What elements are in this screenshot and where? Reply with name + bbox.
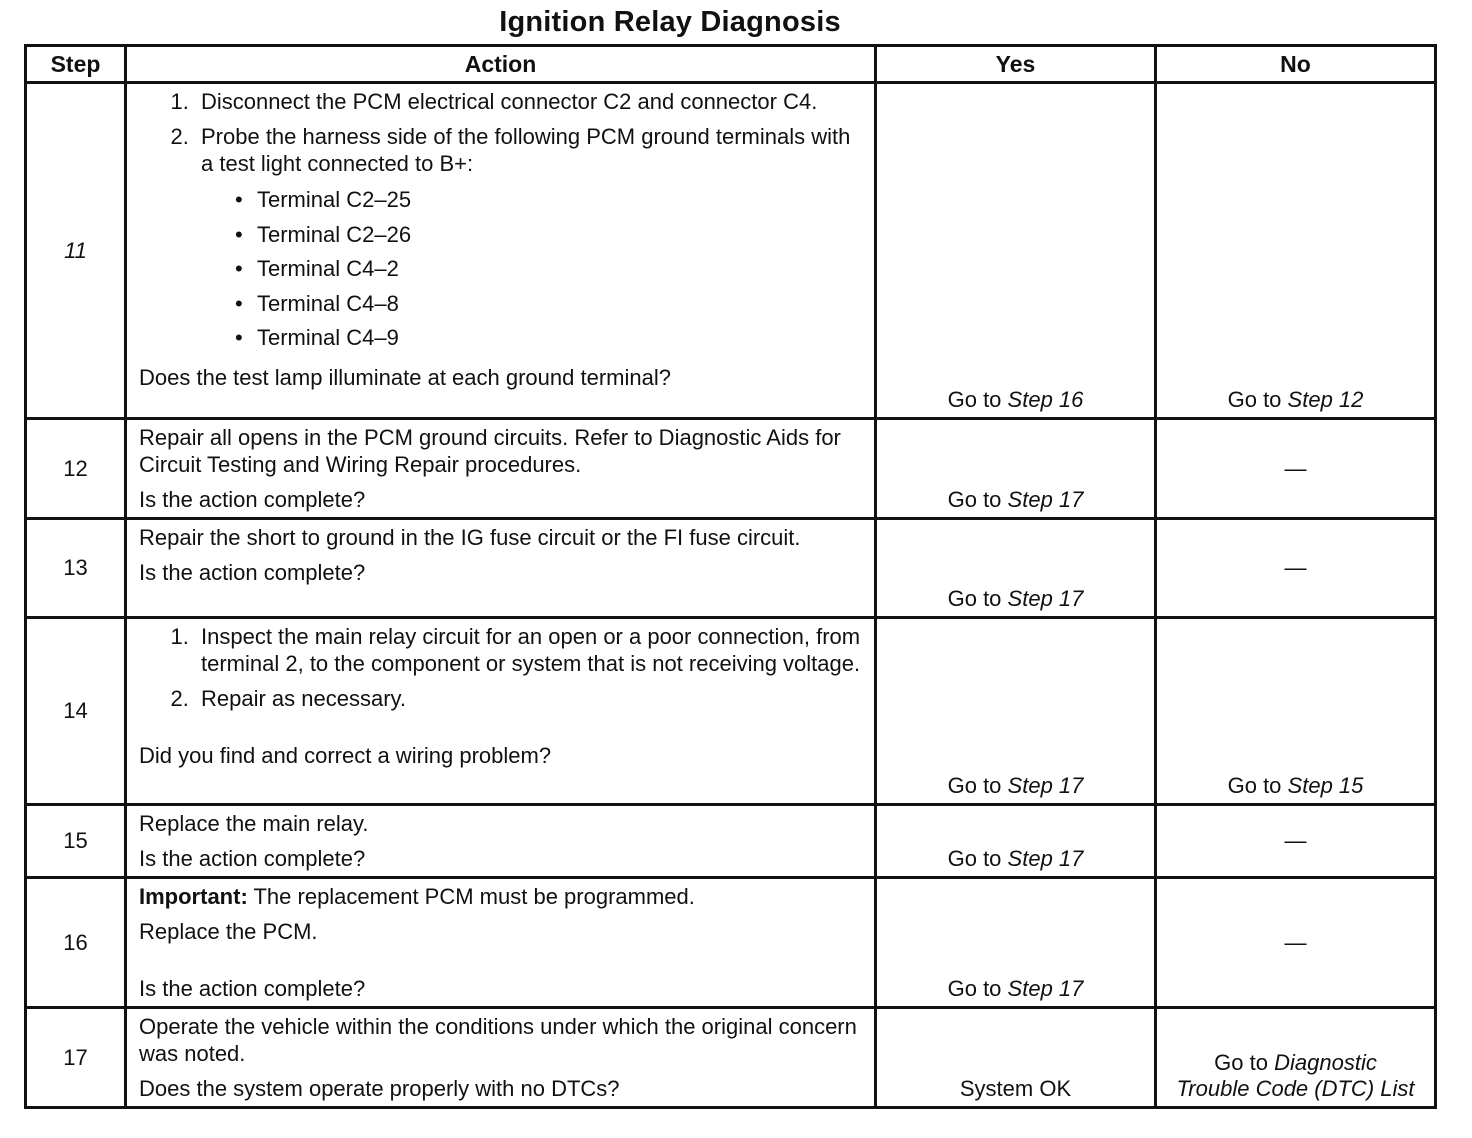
no-cell: Go to Step 12 [1156,83,1436,419]
step-number: 15 [26,805,126,878]
table-row [26,83,1436,419]
yes-cell: Go to Step 17 [876,519,1156,618]
no-cell: — [1156,878,1436,1008]
action-text: Replace the main relay. [139,811,369,836]
terminal-item: • Terminal C4–8 [235,290,399,316]
action-text: Repair the short to ground in the IG fuse circuit or the FI fuse circuit. [139,525,801,550]
action-item: 1. Inspect the main relay circuit for an open or a poor connection, from terminal 2, to the component or system that is not receiving voltage. [195,623,864,677]
yes-cell: Go to Step 17 [876,419,1156,519]
header-yes: Yes [876,46,1156,83]
yes-cell: Go to Step 17 [876,618,1156,805]
table-row [26,878,1436,1008]
action-item-text: Probe the harness side of the following PCM ground terminals with a test light connected to B+: [201,124,851,176]
action-text: Repair all opens in the PCM ground circuits. Refer to Diagnostic Aids for Circuit Testing and Wiring Repair procedures. [139,425,841,477]
header-step: Step [26,46,126,83]
yes-cell: System OK [876,1008,1156,1108]
page-title: Ignition Relay Diagnosis [499,6,841,38]
important-note: Important: The replacement PCM must be programmed. [139,884,695,909]
diagnosis-table [24,44,1437,1109]
action-question: Does the system operate properly with no DTCs? [139,1076,620,1101]
terminal-item: • Terminal C2–26 [235,221,412,247]
action-item: 1. Disconnect the PCM electrical connector C2 and connector C4. [195,88,864,115]
action-item [195,123,864,356]
table-row [26,519,1436,618]
no-cell: Go to Diagnostic Trouble Code (DTC) List [1156,1008,1436,1108]
action-cell [126,419,876,519]
yes-cell: Go to Step 17 [876,805,1156,878]
no-cell: — [1156,419,1436,519]
action-question: Is the action complete? [139,487,366,512]
action-cell [126,83,876,419]
no-cell: — [1156,805,1436,878]
terminal-item: • Terminal C4–9 [235,325,399,350]
action-text: Operate the vehicle within the conditions under which the original concern was noted. [139,1014,857,1066]
action-question: Did you find and correct a wiring problem? [139,743,552,768]
action-question: Is the action complete? [139,976,366,1001]
yes-cell: Go to Step 16 [876,83,1156,419]
step-number: 17 [26,1008,126,1108]
table-row [26,618,1436,805]
table-row [26,419,1436,519]
step-number: 14 [26,618,126,805]
header-action: Action [126,46,876,83]
step-number: 11 [26,83,126,419]
action-cell [126,805,876,878]
action-cell [126,878,876,1008]
no-cell: — [1156,519,1436,618]
step-number: 13 [26,519,126,618]
header-row [26,46,1436,83]
header-no: No [1156,46,1436,83]
table-row [26,1008,1436,1108]
terminal-item: • Terminal C2–25 [235,187,412,212]
action-question: Is the action complete? [139,846,366,871]
action-cell [126,519,876,618]
step-number: 16 [26,878,126,1008]
action-cell [126,618,876,805]
action-question: Is the action complete? [139,560,366,585]
step-number: 12 [26,419,126,519]
table-row [26,805,1436,878]
action-cell [126,1008,876,1108]
terminal-item: • Terminal C4–2 [235,256,399,281]
action-text: Replace the PCM. [139,919,318,944]
action-question: Does the test lamp illuminate at each ground terminal? [139,364,671,390]
action-item: 2. Repair as necessary. [195,685,864,712]
yes-cell: Go to Step 17 [876,878,1156,1008]
no-cell: Go to Step 15 [1156,618,1436,805]
